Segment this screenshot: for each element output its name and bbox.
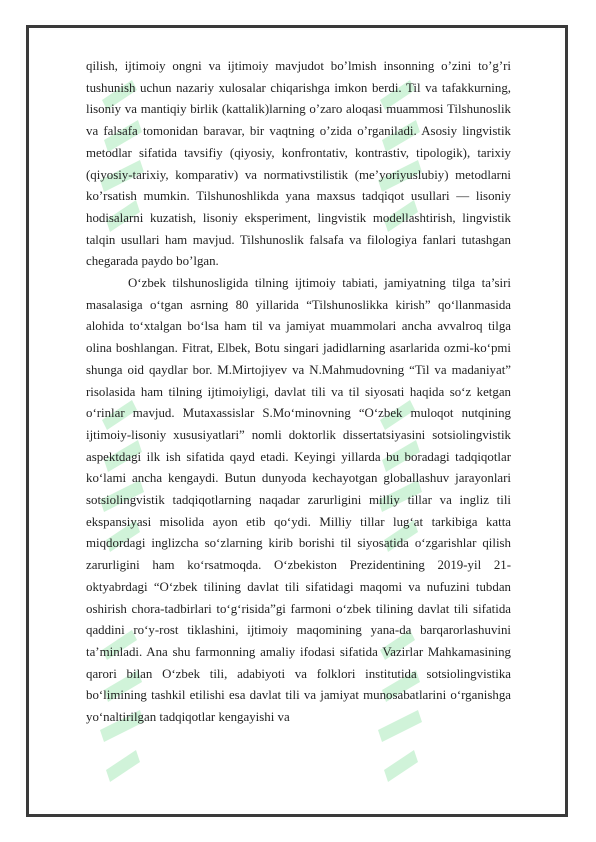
paragraph-continuation: qilish, ijtimoiy ongni va ijtimoiy mavjudot bo’lmish insonning o’zini to’g’ri tushunish uchun nazariy xulosalar chiqarishga imkon berdi. Til va tafakkurning, lisoniy va mantiqiy birlik (kattalik)larning o’zaro aloqasi muammosi Tilshunoslik va falsafa tomonidan baravar, bir vaqtning o’zida o’rganiladi. Asosiy lingvistik metodlar sifatida tavsifiy (qiyosiy, konfrontativ, kontrastiv, tipologik), tarixiy (qiyosiy-tarixiy, komparativ) va normativstilistik (me’yoriyuslubiy) metodlarni ko’rsatish mumkin. Tilshunoshlikda yana maxsus tadqiqot usullari — lisoniy hodisalarni kuzatish, lisoniy eksperiment, lingvistik modellashtirish, lingvistik talqin usullari ham mavjud. Tilshunoslik falsafa va filologiya fanlari tutashgan chegarada paydo bo’lgan. <box>86 59 511 269</box>
paragraph-uzbek-sociolinguistics: O‘zbek tilshunosligida tilning ijtimoiy tabiati, jamiyatning tilga ta’siri masalasiga o‘tgan asrning 80 yillarida “Tilshunoslikka kirish” qo‘llanmasida alohida to‘xtalgan bo‘lsa ham til va jamiyat muammolari ancha avvalroq tilga olina boshlangan. Fitrat, Elbek, Botu singari jadidlarning asarlarida ozmi-ko‘pmi shunga oid qaydlar bor. M.Mirtojiyev va N.Mahmudovning “Til va madaniyat” risolasida ham tilning ijtimoiyligi, davlat tili va til siyosati haqida so‘z ketgan o‘rinlar mavjud. Mutaxassislar S.Mo‘minovning “O‘zbek muloqot nutqining ijtimoiy-lisoniy xususiyatlari” nomli doktorlik dissertatsiyasini sotsiolingvistik aspektdagi ilk ish sifatida qayd etadi. Keyingi yillarda bu boradagi tadqiqotlar ko‘lami ancha kengaydi. Butun dunyoda kechayotgan globallashuv jarayonlari sotsiolingvistik tadqiqotlarning naqadar zarurligini milliy tillar va ingliz tili ekspansiyasi misolida ayon etib qo‘ydi. Milliy tillar lug‘at tarkibiga katta miqdordagi inglizcha so‘zlarning kirib borishi til siyosatida o‘zgarishlar qilish zarurligini ham ko‘rsatmoqda. O‘zbekiston Prezidentining 2019-yil 21-oktyabrdagi “O‘zbek tilining davlat tili sifatidagi maqomi va nufuzini tubdan oshirish chora-tadbirlari to‘g‘risida”gi farmoni o‘zbek tilining davlat tili sifatida qaddini ro‘y-rost tiklashini, ijtimoiy maqomining yana-da barqarorlashuvini ta’minladi. Ana shu farmonning amaliy ifodasi sifatida Vazirlar Mahkamasining qarori bilan O‘zbek tili, adabiyoti va folklori institutida sotsiolingvistika bo‘limining tashkil etilishi esa davlat tili va jamiyat munosabatlarini o‘rganishga yo‘naltirilgan tadqiqotlar kengayishi va <box>86 276 511 725</box>
document-body <box>86 56 511 729</box>
